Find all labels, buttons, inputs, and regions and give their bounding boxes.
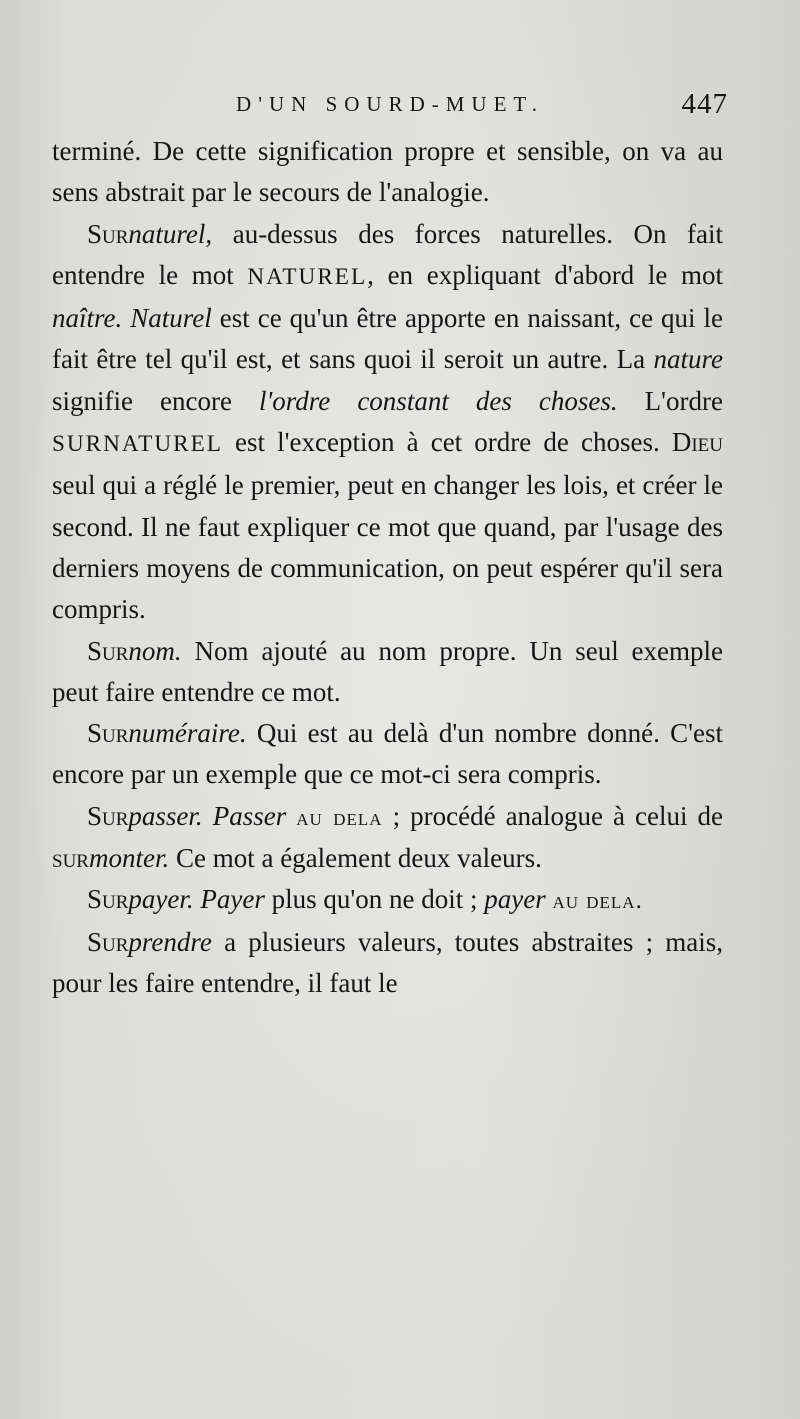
dictionary-entry-surprendre	[52, 922, 723, 1005]
smallcaps-run: Sur	[87, 926, 129, 957]
text-run: signifie encore	[52, 385, 260, 416]
body-text	[52, 131, 723, 1004]
page-number: 447	[681, 88, 728, 120]
dictionary-entry-surpayer	[52, 879, 723, 921]
smallcaps-run: Dieu	[671, 427, 723, 458]
italic-run: Passer	[212, 800, 287, 831]
text-run: Qui est au delà d'un nombre donné. C'est encore par un exemple que ce mot-ci sera compris.	[52, 718, 723, 790]
text-run: terminé. De cette signification propre et sensible, on va au sens abstrait par le secours de l'analogie.	[52, 136, 723, 208]
text-run: , en expliquant d'abord le mot	[367, 259, 723, 290]
text-run: plus qu'on ne doit ;	[264, 884, 485, 915]
dictionary-entry-surpasser	[52, 796, 723, 880]
smallcaps-run: SURNATUREL	[52, 431, 223, 458]
italic-run: payer.	[128, 884, 194, 915]
text-run: a plusieurs valeurs, toutes abstraites ; mais, pour les faire entendre, il faut le	[52, 926, 723, 998]
smallcaps-run: au dela.	[552, 887, 643, 915]
dictionary-entry-surnaturel	[52, 214, 723, 631]
italic-run: passer.	[128, 800, 203, 831]
smallcaps-run: au dela	[296, 803, 383, 831]
italic-run: prendre	[128, 926, 212, 957]
text-run: Nom ajouté au nom propre. Un seul exemple peut faire entendre ce mot.	[52, 635, 723, 707]
dictionary-entry-surnumeraire	[52, 713, 723, 796]
italic-run: monter.	[88, 843, 170, 874]
italic-run: nom.	[128, 635, 182, 666]
italic-run: payer	[484, 884, 546, 915]
running-header	[52, 84, 728, 124]
text-run: seul qui a réglé le premier, peut en changer les lois, et créer le second. Il ne faut expliquer ce mot que quand, par l'usage des derniers moyens de communication, on peut espérer qu'il sera compris.	[52, 470, 723, 625]
smallcaps-run: Sur	[87, 218, 129, 249]
text-run: est l'exception à cet ordre de choses.	[222, 427, 672, 458]
smallcaps-run: Sur	[87, 800, 129, 831]
dictionary-entry-surnom	[52, 631, 723, 714]
smallcaps-run: NATUREL	[247, 263, 368, 290]
text-run: Ce mot a également deux valeurs.	[169, 843, 542, 874]
running-title: D'UN SOURD-MUET.	[236, 92, 544, 116]
text-run	[203, 801, 213, 831]
smallcaps-run: sur	[52, 843, 89, 874]
italic-run: naturel,	[128, 218, 213, 249]
smallcaps-run: Sur	[87, 718, 129, 749]
text-run: au-dessus des forces naturelles. On fait entendre le mot	[52, 218, 723, 290]
italic-run: naître.	[52, 303, 123, 334]
italic-run: numéraire.	[128, 718, 247, 749]
italic-run: nature	[653, 344, 723, 375]
text-run: L'ordre	[617, 385, 723, 416]
text-run	[286, 801, 296, 831]
italic-run: Naturel	[130, 303, 212, 334]
smallcaps-run: Sur	[87, 635, 129, 666]
italic-run: Payer	[200, 884, 265, 915]
text-run: est ce qu'un être apporte en naissant, ce qui le fait être tel qu'il est, et sans quoi il seroit un autre. La	[52, 303, 723, 375]
italic-run: l'ordre constant des choses.	[259, 385, 618, 416]
smallcaps-run: Sur	[87, 884, 129, 915]
paragraph	[52, 131, 723, 214]
text-run: ; procédé analogue à celui de	[382, 800, 723, 831]
